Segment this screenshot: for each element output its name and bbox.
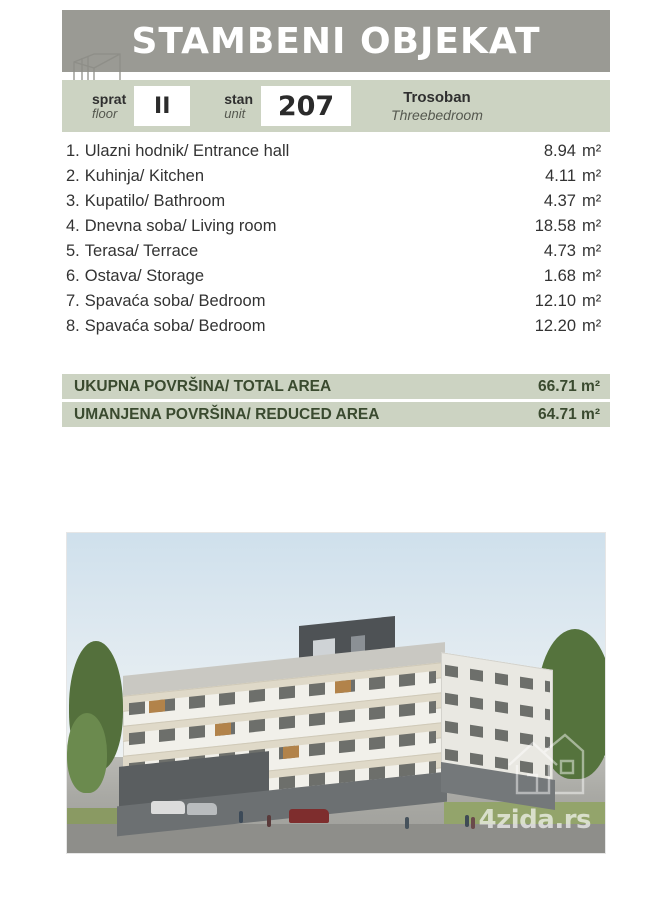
- room-area: 18.58: [534, 217, 576, 235]
- room-name: Ostava/ Storage: [84, 267, 204, 285]
- floor-labels: [92, 92, 134, 120]
- house-logo-icon: [503, 731, 589, 801]
- floor-label-en: floor: [92, 105, 118, 121]
- unit-field: [224, 80, 351, 132]
- room-unit: m²: [582, 242, 602, 260]
- room-index: 6.: [66, 267, 80, 285]
- totals-block: [62, 374, 610, 430]
- room-index: 4.: [66, 217, 80, 235]
- unit-type: [391, 80, 483, 132]
- room-area: 4.73: [543, 242, 576, 260]
- total-area-label: UKUPNA POVRŠINA/ TOTAL AREA: [74, 377, 332, 395]
- room-name: Terasa/ Terrace: [84, 242, 199, 260]
- room-name: Spavaća soba/ Bedroom: [84, 317, 266, 335]
- floor-label-sr: sprat: [92, 90, 127, 107]
- car-icon: [187, 803, 217, 815]
- list-item: [62, 167, 610, 192]
- list-item: [62, 217, 610, 242]
- floor-value: II: [134, 86, 190, 126]
- room-unit: m²: [582, 217, 602, 235]
- room-index: 8.: [66, 317, 80, 335]
- room-area: 4.11: [545, 167, 576, 185]
- floor-field: [62, 80, 190, 132]
- room-name: Kuhinja/ Kitchen: [84, 167, 205, 185]
- room-area: 12.10: [534, 292, 576, 310]
- list-item: [62, 317, 610, 342]
- room-area: 8.94: [543, 142, 576, 160]
- list-item: [62, 192, 610, 217]
- car-icon: [151, 801, 185, 814]
- page-title: STAMBENI OBJEKAT: [131, 20, 541, 62]
- building-render-image: [66, 532, 606, 854]
- watermark-text: 4zida.rs: [478, 805, 591, 835]
- room-unit: m²: [582, 292, 602, 310]
- person-icon: [267, 815, 271, 827]
- unit-label-en: unit: [224, 105, 246, 121]
- list-item: [62, 142, 610, 167]
- unit-labels: [224, 92, 261, 120]
- list-item: [62, 242, 610, 267]
- unit-type-en: Threebedroom: [391, 106, 483, 123]
- room-area: 4.37: [543, 192, 576, 210]
- person-icon: [405, 817, 409, 829]
- room-index: 3.: [66, 192, 80, 210]
- unit-label-sr: stan: [224, 90, 254, 107]
- room-index: 5.: [66, 242, 80, 260]
- car-icon: [289, 809, 329, 823]
- room-list: [62, 142, 610, 342]
- unit-info-bar: [62, 80, 610, 132]
- person-icon: [471, 817, 475, 829]
- room-unit: m²: [582, 317, 602, 335]
- total-area-value: 66.71 m²: [537, 377, 600, 395]
- room-unit: m²: [582, 267, 602, 285]
- list-item: [62, 267, 610, 292]
- room-index: 2.: [66, 167, 80, 185]
- total-area-row: [62, 374, 610, 399]
- unit-value: 207: [261, 86, 351, 126]
- reduced-area-value: 64.71 m²: [537, 405, 600, 423]
- list-item: [62, 292, 610, 317]
- room-name: Spavaća soba/ Bedroom: [84, 292, 266, 310]
- room-name: Dnevna soba/ Living room: [84, 217, 277, 235]
- room-area: 1.68: [543, 267, 576, 285]
- room-name: Kupatilo/ Bathroom: [84, 192, 226, 210]
- tree-icon: [67, 713, 107, 793]
- person-icon: [239, 811, 243, 823]
- room-name: Ulazni hodnik/ Entrance hall: [84, 142, 290, 160]
- reduced-area-label: UMANJENA POVRŠINA/ REDUCED AREA: [74, 405, 380, 423]
- room-unit: m²: [582, 192, 602, 210]
- room-unit: m²: [582, 142, 602, 160]
- room-area: 12.20: [534, 317, 576, 335]
- reduced-area-row: [62, 402, 610, 427]
- room-index: 1.: [66, 142, 80, 160]
- unit-type-sr: Trosoban: [403, 89, 471, 107]
- page-header: [62, 10, 610, 72]
- person-icon: [465, 815, 469, 827]
- room-index: 7.: [66, 292, 80, 310]
- room-unit: m²: [582, 167, 602, 185]
